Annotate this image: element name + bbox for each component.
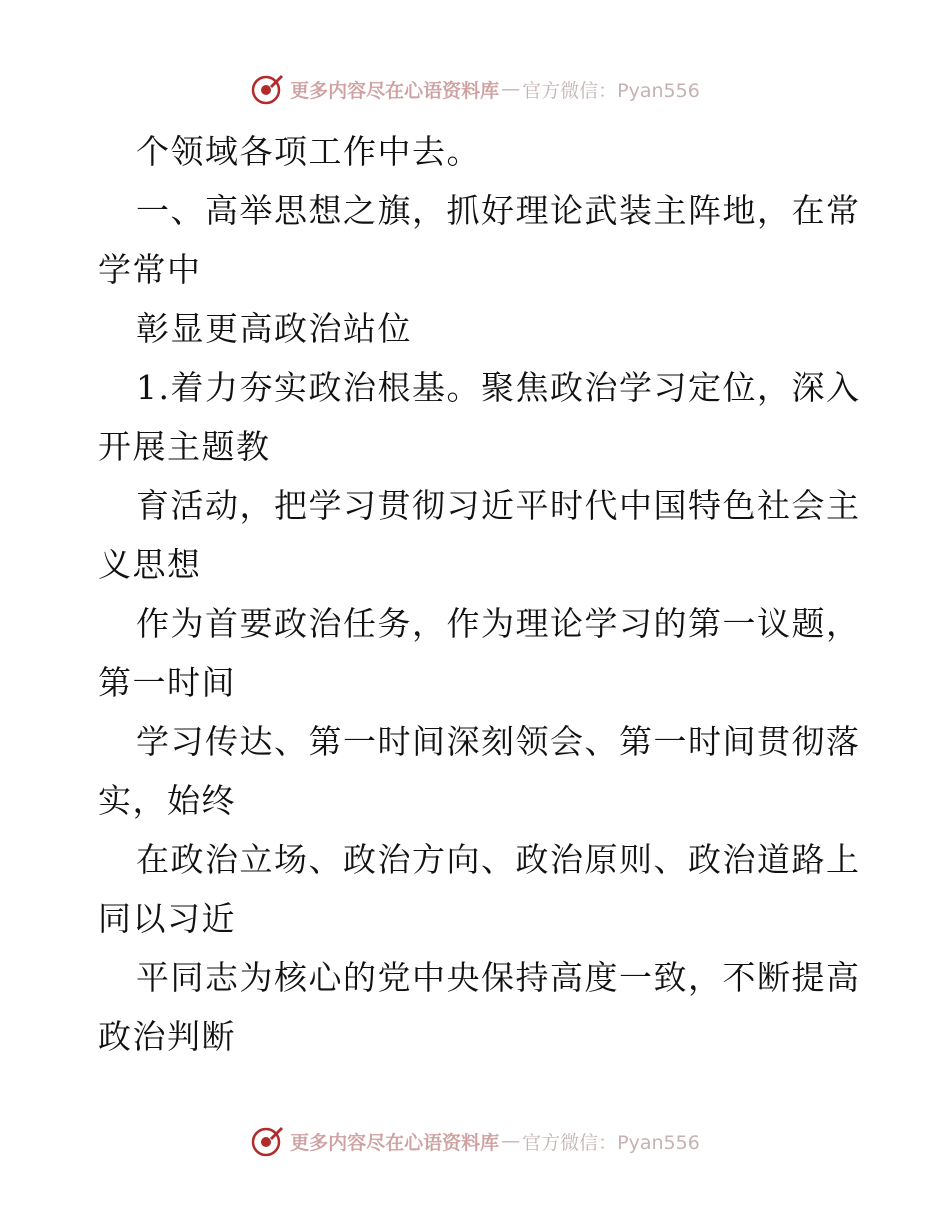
header-watermark-contact: 官方微信：Pyan556 — [522, 79, 700, 102]
paragraph-line: 开展主题教 — [98, 427, 271, 466]
paragraph-line: 育活动，把学习贯彻习近平时代中国特色社会主 — [136, 486, 861, 525]
paragraph-line: 第一时间 — [98, 663, 236, 702]
document-body — [98, 122, 861, 1066]
paragraph-line: 实，始终 — [98, 781, 236, 820]
paragraph-line: 同以习近 — [98, 899, 236, 938]
pen-logo-icon — [250, 1124, 284, 1158]
pen-logo-icon — [250, 72, 284, 106]
header-watermark-title: 更多内容尽在心语资料库 — [290, 79, 500, 102]
footer-watermark-title: 更多内容尽在心语资料库 — [290, 1131, 500, 1154]
section-heading-line: 彰显更高政治站位 — [136, 309, 412, 348]
paragraph-line: 政治判断 — [98, 1017, 236, 1056]
footer-watermark-dash: — — [501, 1130, 521, 1152]
section-heading-line: 一、高举思想之旗，抓好理论武装主阵地，在常 — [136, 191, 861, 230]
header-watermark — [0, 72, 950, 106]
header-watermark-dash: — — [501, 78, 521, 100]
footer-watermark — [0, 1124, 950, 1158]
paragraph-line: 1.着力夯实政治根基。聚焦政治学习定位，深入 — [136, 368, 861, 407]
paragraph-line: 学习传达、第一时间深刻领会、第一时间贯彻落 — [136, 722, 861, 761]
paragraph-line: 个领域各项工作中去。 — [136, 132, 481, 171]
section-heading-line: 学常中 — [98, 250, 202, 289]
paragraph-line: 义思想 — [98, 545, 202, 584]
paragraph-line: 在政治立场、政治方向、政治原则、政治道路上 — [136, 840, 861, 879]
paragraph-line: 平同志为核心的党中央保持高度一致，不断提高 — [136, 958, 861, 997]
footer-watermark-contact: 官方微信：Pyan556 — [522, 1131, 700, 1154]
paragraph-line: 作为首要政治任务，作为理论学习的第一议题， — [136, 604, 861, 643]
